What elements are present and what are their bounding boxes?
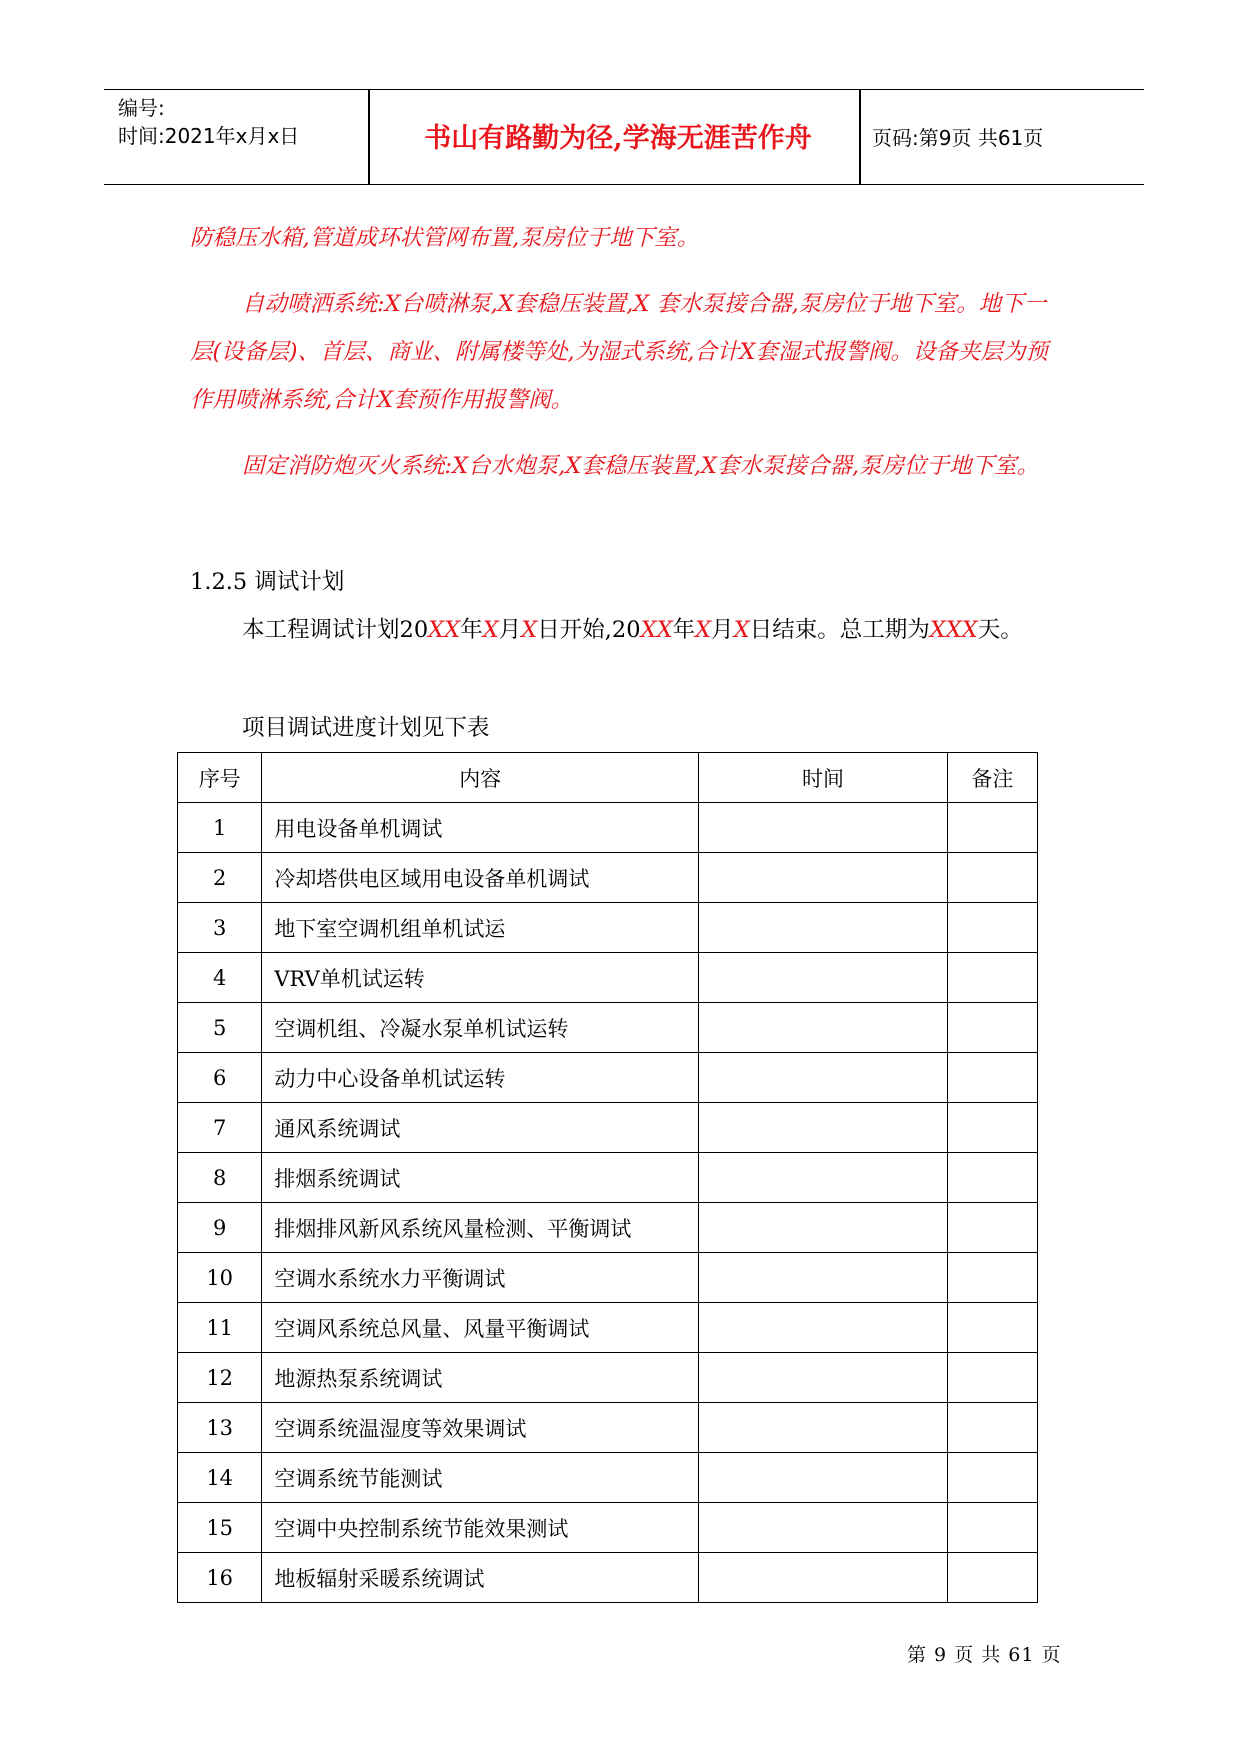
- table-row: [178, 953, 1038, 1003]
- row-note: [947, 1253, 1037, 1303]
- row-note: [947, 1553, 1037, 1603]
- row-number: 9: [178, 1203, 262, 1253]
- row-note: [947, 853, 1037, 903]
- schedule-placeholder: X: [521, 617, 538, 643]
- row-content: 排烟系统调试: [262, 1153, 699, 1203]
- row-note: [947, 1003, 1037, 1053]
- row-time: [699, 1253, 948, 1303]
- row-number: 16: [178, 1553, 262, 1603]
- table-row: [178, 803, 1038, 853]
- row-note: [947, 1153, 1037, 1203]
- serial-label: 编号:: [118, 96, 165, 120]
- row-time: [699, 1003, 948, 1053]
- row-content: VRV单机试运转: [262, 953, 699, 1003]
- table-row: [178, 1553, 1038, 1603]
- row-number: 14: [178, 1453, 262, 1503]
- row-time: [699, 1553, 948, 1603]
- row-time: [699, 1303, 948, 1353]
- row-time: [699, 1453, 948, 1503]
- schedule-text: 年: [460, 617, 483, 643]
- row-time: [699, 1053, 948, 1103]
- header-content: 内容: [262, 753, 699, 803]
- schedule-text: 日开始,20: [537, 617, 641, 643]
- row-time: [699, 1503, 948, 1553]
- table-row: [178, 1203, 1038, 1253]
- table-row: [178, 1403, 1038, 1453]
- schedule-text: 本工程调试计划20: [242, 617, 429, 643]
- row-content: 空调中央控制系统节能效果测试: [262, 1503, 699, 1553]
- schedule-placeholder: X: [482, 617, 499, 643]
- schedule-text: 日结束。总工期为: [749, 617, 930, 643]
- header-divider-right: [859, 90, 861, 184]
- row-number: 13: [178, 1403, 262, 1453]
- header-motto: 书山有路勤为径,学海无涯苦作舟: [424, 123, 812, 154]
- row-content: 地源热泵系统调试: [262, 1353, 699, 1403]
- row-time: [699, 1103, 948, 1153]
- table-row: [178, 1253, 1038, 1303]
- paragraph-sprinkler-system: 自动喷洒系统:X台喷淋泵,X套稳压装置,X 套水泵接合器,泵房位于地下室。地下一层(设备层)、首层、商业、附属楼等处,为湿式系统,合计X套湿式报警阀。设备夹层为预作用喷淋系统,合计X套预作用报警阀。: [190, 291, 1048, 413]
- table-row: [178, 1103, 1038, 1153]
- header-no: 序号: [178, 753, 262, 803]
- table-row: [178, 1153, 1038, 1203]
- row-number: 6: [178, 1053, 262, 1103]
- row-number: 3: [178, 903, 262, 953]
- row-time: [699, 1403, 948, 1453]
- row-note: [947, 1103, 1037, 1153]
- table-row: [178, 1453, 1038, 1503]
- header-note: 备注: [947, 753, 1037, 803]
- schedule-paragraph: [190, 606, 1060, 654]
- table-row: [178, 1353, 1038, 1403]
- row-number: 2: [178, 853, 262, 903]
- row-note: [947, 803, 1037, 853]
- row-time: [699, 953, 948, 1003]
- row-content: 用电设备单机调试: [262, 803, 699, 853]
- page-footer-number: 第 9 页 共 61 页: [907, 1644, 1062, 1666]
- row-number: 8: [178, 1153, 262, 1203]
- schedule-placeholder: XXX: [929, 617, 978, 643]
- time-label: 时间:2021年x月x日: [118, 124, 300, 148]
- row-number: 4: [178, 953, 262, 1003]
- row-time: [699, 803, 948, 853]
- row-note: [947, 1303, 1037, 1353]
- row-note: [947, 1353, 1037, 1403]
- schedule-table: [177, 752, 1038, 1603]
- row-content: 空调风系统总风量、风量平衡调试: [262, 1303, 699, 1353]
- row-number: 12: [178, 1353, 262, 1403]
- schedule-placeholder: X: [733, 617, 750, 643]
- row-number: 11: [178, 1303, 262, 1353]
- section-heading: 1.2.5 调试计划: [190, 569, 345, 595]
- row-content: 空调水系统水力平衡调试: [262, 1253, 699, 1303]
- row-note: [947, 1453, 1037, 1503]
- row-content: 冷却塔供电区域用电设备单机调试: [262, 853, 699, 903]
- row-content: 通风系统调试: [262, 1103, 699, 1153]
- header-time: 时间: [699, 753, 948, 803]
- table-row: [178, 1303, 1038, 1353]
- row-note: [947, 1053, 1037, 1103]
- row-note: [947, 953, 1037, 1003]
- row-number: 7: [178, 1103, 262, 1153]
- row-note: [947, 1403, 1037, 1453]
- paragraph-fire-cannon-system: 固定消防炮灭火系统:X台水炮泵,X套稳压装置,X套水泵接合器,泵房位于地下室。: [242, 453, 1040, 479]
- schedule-placeholder: XX: [640, 617, 673, 643]
- row-number: 10: [178, 1253, 262, 1303]
- schedule-placeholder: XX: [428, 617, 461, 643]
- schedule-text: 年: [672, 617, 696, 643]
- table-row: [178, 853, 1038, 903]
- row-note: [947, 1503, 1037, 1553]
- table-header-row: [178, 753, 1038, 803]
- row-time: [699, 853, 948, 903]
- row-content: 排烟排风新风系统风量检测、平衡调试: [262, 1203, 699, 1253]
- table-row: [178, 1003, 1038, 1053]
- row-note: [947, 1203, 1037, 1253]
- row-content: 空调机组、冷凝水泵单机试运转: [262, 1003, 699, 1053]
- table-row: [178, 903, 1038, 953]
- schedule-text: 天。: [977, 617, 1023, 643]
- schedule-placeholder: X: [695, 617, 712, 643]
- row-number: 15: [178, 1503, 262, 1553]
- row-content: 地下室空调机组单机试运: [262, 903, 699, 953]
- table-row: [178, 1503, 1038, 1553]
- page-header: [104, 89, 1144, 185]
- paragraph-water-tank: 防稳压水箱,管道成环状管网布置,泵房位于地下室。: [190, 225, 700, 251]
- row-time: [699, 903, 948, 953]
- row-content: 动力中心设备单机试运转: [262, 1053, 699, 1103]
- row-time: [699, 1353, 948, 1403]
- row-time: [699, 1203, 948, 1253]
- row-note: [947, 903, 1037, 953]
- header-meta: [118, 94, 358, 150]
- row-number: 1: [178, 803, 262, 853]
- schedule-text: 月: [498, 617, 522, 643]
- header-page-info: 页码:第9页 共61页: [872, 126, 1044, 150]
- row-content: 空调系统节能测试: [262, 1453, 699, 1503]
- row-content: 地板辐射采暖系统调试: [262, 1553, 699, 1603]
- row-number: 5: [178, 1003, 262, 1053]
- row-content: 空调系统温湿度等效果调试: [262, 1403, 699, 1453]
- table-intro: 项目调试进度计划见下表: [242, 715, 490, 741]
- row-time: [699, 1153, 948, 1203]
- table-row: [178, 1053, 1038, 1103]
- schedule-text: 月: [711, 617, 734, 643]
